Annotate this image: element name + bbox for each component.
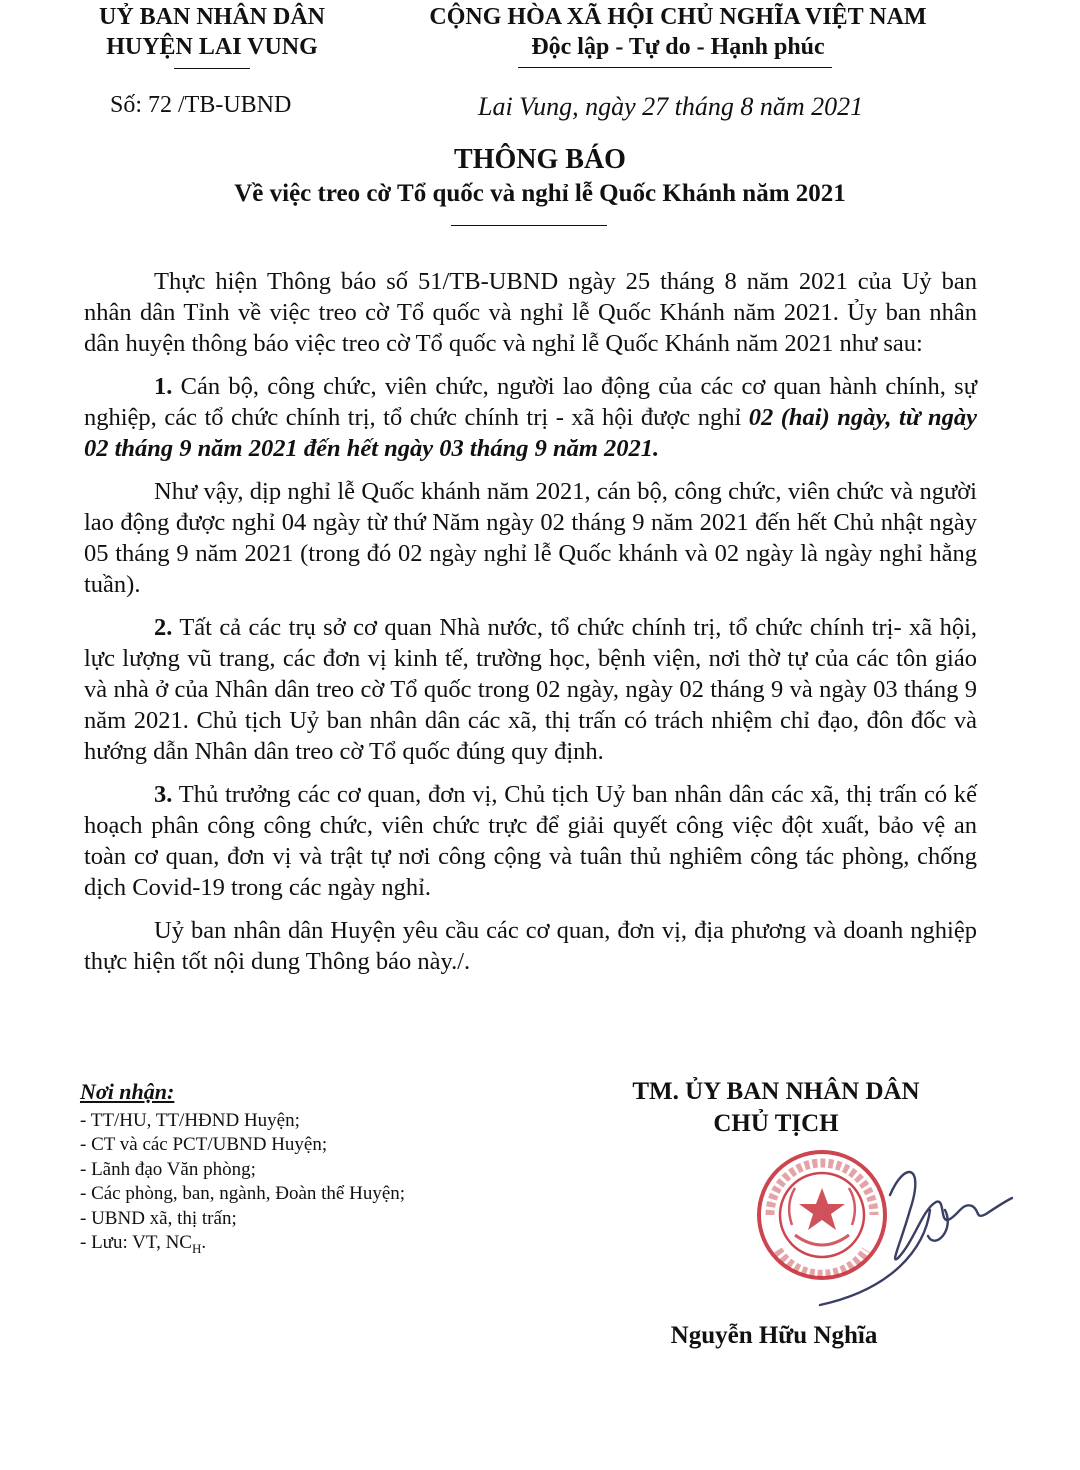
recipient-item: - TT/HU, TT/HĐND Huyện; [80,1109,300,1131]
item-2-paragraph [84,612,977,767]
recipients-list [80,1109,540,1262]
item-2-text: Tất cả các trụ sở cơ quan Nhà nước, tổ chức chính trị, tổ chức chính trị- xã hội, lực lượng vũ trang, các đơn vị kinh tế, trường học, bệnh viện, nơi thờ tự của các tôn giáo và nhà ở của Nhân dân treo cờ Tổ quốc trong 02 ngày, ngày 02 tháng 9 và ngày 03 tháng 9 năm 2021. Chủ tịch Uỷ ban nhân dân các xã, thị trấn có trách nhiệm chỉ đạo, đôn đốc và hướng dẫn Nhân dân treo cờ Tổ quốc đúng quy định. [84,614,977,765]
recipients-header: Nơi nhận: [80,1079,175,1104]
issuer-name-line1: UỶ BAN NHÂN DÂN [99,4,325,30]
item-2-number: 2. [154,614,173,641]
recipient-item-text: - Lưu: VT, NC [80,1232,192,1253]
document-body [84,266,977,989]
closing-paragraph: Uỷ ban nhân dân Huyện yêu cầu các cơ quan, đơn vị, địa phương và doanh nghiệp thực hiện tốt nội dung Thông báo này./. [84,917,977,975]
item-1-text: Cán bộ, công chức, viên chức, người lao động của các cơ quan hành chính, sự nghiệp, các tổ chức chính trị, tổ chức chính trị - xã hội được nghỉ [84,373,977,431]
document-title: THÔNG BÁO [454,144,626,175]
national-title: CỘNG HÒA XÃ HỘI CHỦ NGHĨA VIỆT NAM [429,4,927,30]
item-1-number: 1. [154,373,173,400]
signatory-authority: TM. ỦY BAN NHÂN DÂN [632,1078,920,1105]
signatory-title: CHỦ TỊCH [713,1110,839,1137]
document-number: Số: 72 /TB-UBND [110,92,292,118]
national-motto: Độc lập - Tự do - Hạnh phúc [531,34,825,60]
item-3-text: Thủ trưởng các cơ quan, đơn vị, Chủ tịch Uỷ ban nhân dân các xã, thị trấn có kế hoạch phân công công chức, viên chức trực để giải quyết công việc đột xuất, bảo vệ an toàn cơ quan, đơn vị và trật tự nơi công cộng và tuân thủ nghiêm công tác phòng, chống dịch Covid-19 trong các ngày nghỉ. [84,781,977,901]
recipient-item: - CT và các PCT/UBND Huyện; [80,1134,328,1155]
recipient-item-suffix: . [201,1232,207,1253]
issuer-underline [174,68,250,69]
item-1-note-paragraph: Như vậy, dịp nghỉ lễ Quốc khánh năm 2021, cán bộ, công chức, viên chức và người lao động được nghỉ 04 ngày từ thứ Năm ngày 02 tháng 9 năm 2021 đến hết Chủ nhật ngày 05 tháng 9 năm 2021 (trong đó 02 ngày nghỉ lễ Quốc khánh và 02 ngày là ngày nghỉ hằng tuần). [84,478,977,598]
recipient-item [80,1231,540,1261]
intro-paragraph: Thực hiện Thông báo số 51/TB-UBND ngày 25 tháng 8 năm 2021 của Uỷ ban nhân dân Tỉnh về việc treo cờ Tổ quốc và nghỉ lễ Quốc Khánh năm 2021. Ủy ban nhân dân huyện thông báo việc treo cờ Tổ quốc và nghỉ lễ Quốc Khánh năm 2021 như sau: [84,268,977,357]
item-3-number: 3. [154,781,173,808]
title-underline [451,225,607,226]
official-seal-icon [759,1152,885,1278]
motto-underline [518,67,832,68]
signer-name: Nguyễn Hữu Nghĩa [670,1322,878,1349]
recipient-item: - Các phòng, ban, ngành, Đoàn thể Huyện; [80,1183,406,1204]
document-subtitle: Về việc treo cờ Tổ quốc và nghỉ lễ Quốc Khánh năm 2021 [234,180,846,207]
handwritten-signature-icon [820,1172,1012,1305]
issuer-name-line2: HUYỆN LAI VUNG [106,34,318,60]
item-1-paragraph [84,371,977,464]
recipient-item: - Lãnh đạo Văn phòng; [80,1158,256,1180]
seal-and-signature [740,1140,1020,1320]
item-3-paragraph [84,779,977,903]
recipients-block [80,1080,540,1261]
recipient-item: - UBND xã, thị trấn; [80,1207,237,1229]
place-and-date: Lai Vung, ngày 27 tháng 8 năm 2021 [478,92,864,121]
item-1-emphasis: 02 (hai) ngày, từ ngày 02 tháng 9 năm 2021 đến hết ngày 03 tháng 9 năm 2021. [84,404,977,462]
recipient-item-subscript: H [191,1240,202,1256]
